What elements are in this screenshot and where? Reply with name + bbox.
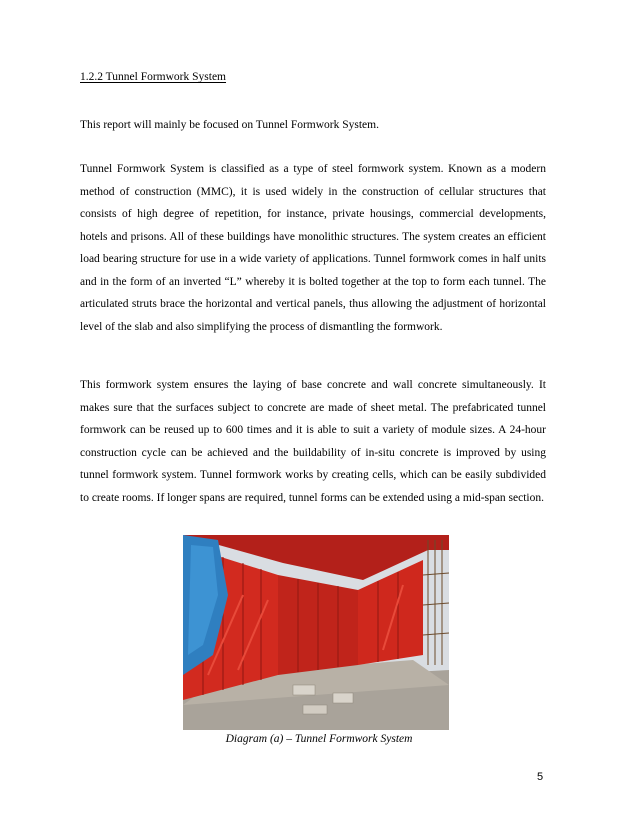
- intro-sentence: This report will mainly be focused on Tunnel Formwork System.: [80, 119, 379, 131]
- tunnel-formwork-photo: [183, 535, 449, 730]
- paragraph-1: Tunnel Formwork System is classified as a type of steel formwork system. Known as a modern method of construction (MMC), it is used widely in the construction of cellular structures that consists of high degree of repetition, for instance, private housings, commercial developments, hotels and prisons. All of these buildings have monolithic structures. The system creates an efficient load bearing structure for use in a wide variety of applications. Tunnel formwork comes in half units and in the form of an inverted “L” whereby it is bolted together at the top to form each tunnel. The articulated struts brace the horizontal and vertical panels, thus allowing the adjustment of horizontal level of the slab and also simplifying the process of dismantling the formwork.: [80, 163, 546, 333]
- paragraph-2: This formwork system ensures the laying of base concrete and wall concrete simultaneously. It makes sure that the surfaces subject to concrete are made of sheet metal. The prefabricated tunnel formwork can be reused up to 600 times and it is able to suit a variety of module sizes. A 24-hour construction cycle can be achieved and the buildability of in-situ concrete is improved by using tunnel formwork system. Tunnel formwork works by creating cells, which can be easily subdivided to create rooms. If longer spans are required, tunnel forms can be extended using a mid-span section.: [80, 379, 546, 504]
- figure-caption: Diagram (a) – Tunnel Formwork System: [225, 733, 413, 745]
- section-heading: 1.2.2 Tunnel Formwork System: [80, 71, 227, 83]
- page-number: 5: [537, 771, 544, 783]
